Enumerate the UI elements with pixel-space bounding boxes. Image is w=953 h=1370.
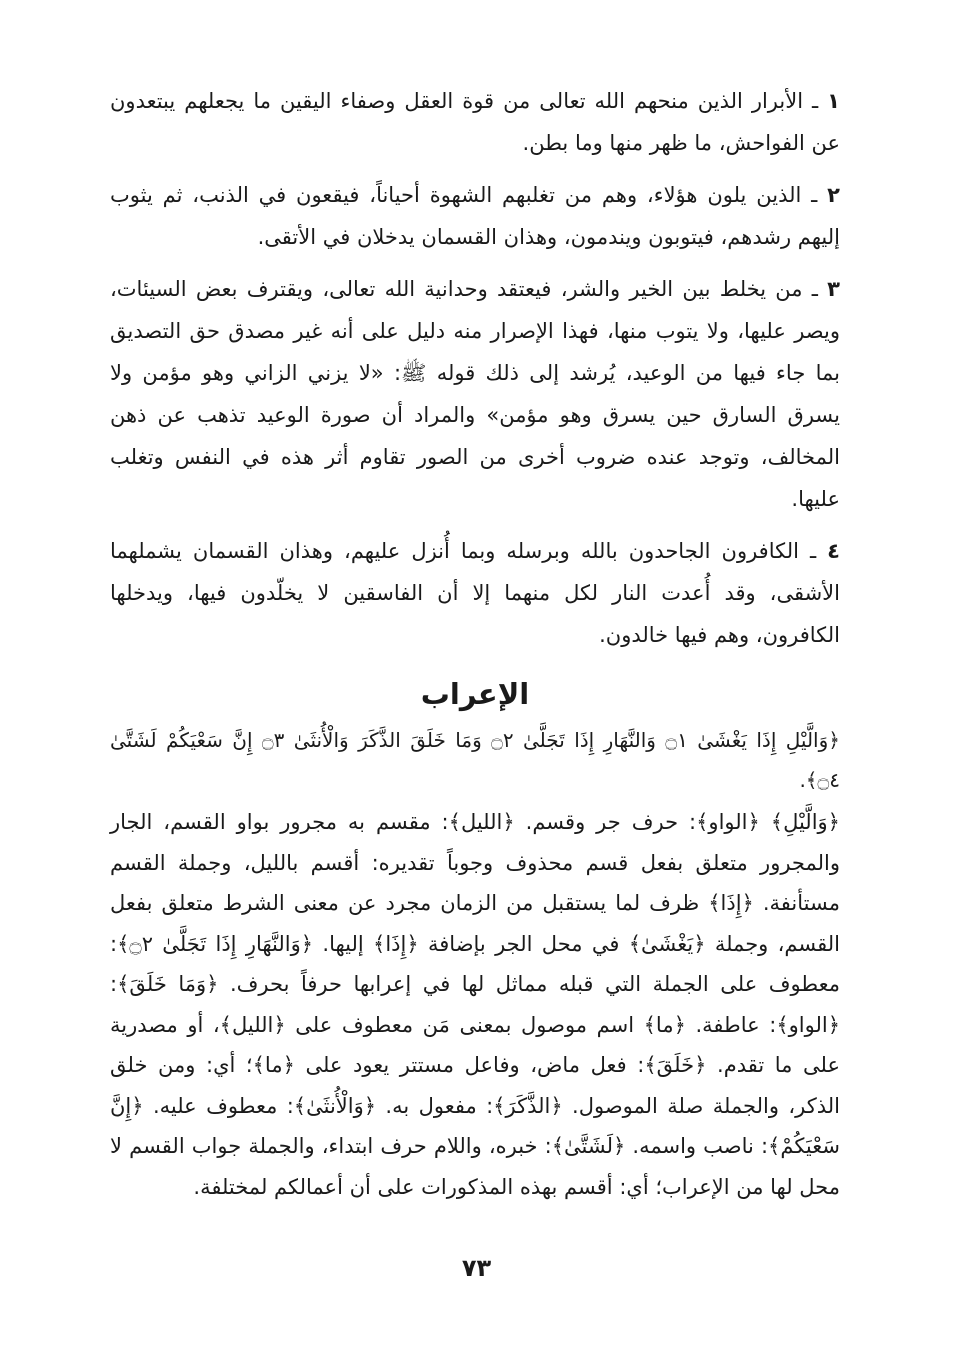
- paragraph-number: ٤: [827, 539, 840, 563]
- page-number: ٧٣: [461, 1254, 492, 1282]
- paragraph-text: ـ الذين يلون هؤلاء، وهم من تغلبهم الشهوة أحياناً، فيقعون في الذنب، ثم يثوب إليهم رشدهم، فيتوبون ويندمون، وهذان القسمان يدخلان في الأتقى.: [110, 183, 840, 249]
- paragraph-number: ٣: [827, 277, 840, 301]
- paragraph-3: [110, 268, 840, 520]
- paragraph-text: ـ من يخلط بين الخير والشر، فيعتقد وحدانية الله تعالى، ويقترف بعض السيئات، ويصر عليها، ولا يتوب منها، فهذا الإصرار منه دليل على أنه غير مصدق حق التصديق بما جاء فيها من الوعيد، يُرشد إلى ذلك قوله ﷺ: «لا يزني الزاني وهو مؤمن ولا يسرق السارق حين يسرق وهو مؤمن» والمراد أن صورة الوعيد تذهب عن ذهن المخالف، وتوجد عنده ضروب أخرى من الصور تقاوم أثر هذه في النفس وتغلب عليها.: [110, 277, 840, 511]
- paragraph-4: [110, 530, 840, 656]
- paragraph-text: ـ الأبرار الذين منحهم الله تعالى من قوة العقل وصفاء اليقين ما يجعلهم يبتعدون عن الفواحش، ما ظهر منها وما بطن.: [110, 89, 840, 155]
- grammar-analysis: ﴿وَالَّيْلِ﴾ ﴿الواو﴾: حرف جر وقسم. ﴿الليل﴾: مقسم به مجرور بواو القسم، الجار والمجرور متعلق بفعل قسم محذوف وجوباً تقديره: أقسم بالليل، وجملة القسم مستأنفة. ﴿إِذَا﴾ ظرف لما يستقبل من الزمان مجرد عن معنى الشرط متعلق بفعل القسم، وجملة ﴿يَغْشَىٰ﴾ في محل الجر بإضافة ﴿إِذَا﴾ إليها. ﴿وَالنَّهَارِ إِذَا تَجَلَّىٰ ۝٢﴾: معطوف على الجملة التي قبله مماثل لها في إعرابها حرفاً بحرف. ﴿وَمَا خَلَقَ﴾: ﴿الواو﴾: عاطفة. ﴿ما﴾ اسم موصول بمعنى مَن معطوف على ﴿الليل﴾، أو مصدرية على ما تقدم. ﴿خَلَقَ﴾: فعل ماض، وفاعل مستتر يعود على ﴿ما﴾؛ أي: ومن خلق الذكر، والجملة صلة الموصول. ﴿الذَّكَرَ﴾: مفعول به. ﴿وَالْأُنثَىٰ﴾: معطوف عليه. ﴿إِنَّ سَعْيَكُمْ﴾: ناصب واسمه. ﴿لَشَتَّىٰ﴾: خبره، واللام حرف ابتداء، والجملة جواب القسم لا محل لها من الإعراب؛ أي: أقسم بهذه المذكورات على أن أعمالكم لمختلفة.: [110, 810, 840, 1199]
- paragraph-1: [110, 80, 840, 164]
- quran-verse: ﴿وَالَّيْلِ إِذَا يَغْشَىٰ ۝١ وَالنَّهَارِ إِذَا تَجَلَّىٰ ۝٢ وَمَا خَلَقَ الذَّكَرَ وَالْأُنثَىٰ ۝٣ إِنَّ سَعْيَكُمْ لَشَتَّىٰ ۝٤﴾.: [110, 728, 840, 792]
- document-page: [110, 80, 840, 1207]
- paragraph-number: ٢: [827, 183, 840, 207]
- paragraph-2: [110, 174, 840, 258]
- paragraph-text: ـ الكافرون الجاحدون بالله وبرسله وبما أُنزل عليهم، وهذان القسمان يشملهما الأشقى، وقد أُعدت النار لكل منهما إلا أن الفاسقين لا يخلّدون فيها، ويدخلها الكافرون، وهم فيها خالدون.: [110, 539, 840, 647]
- section-heading: الإعراب: [420, 677, 530, 711]
- paragraph-number: ١: [827, 89, 840, 113]
